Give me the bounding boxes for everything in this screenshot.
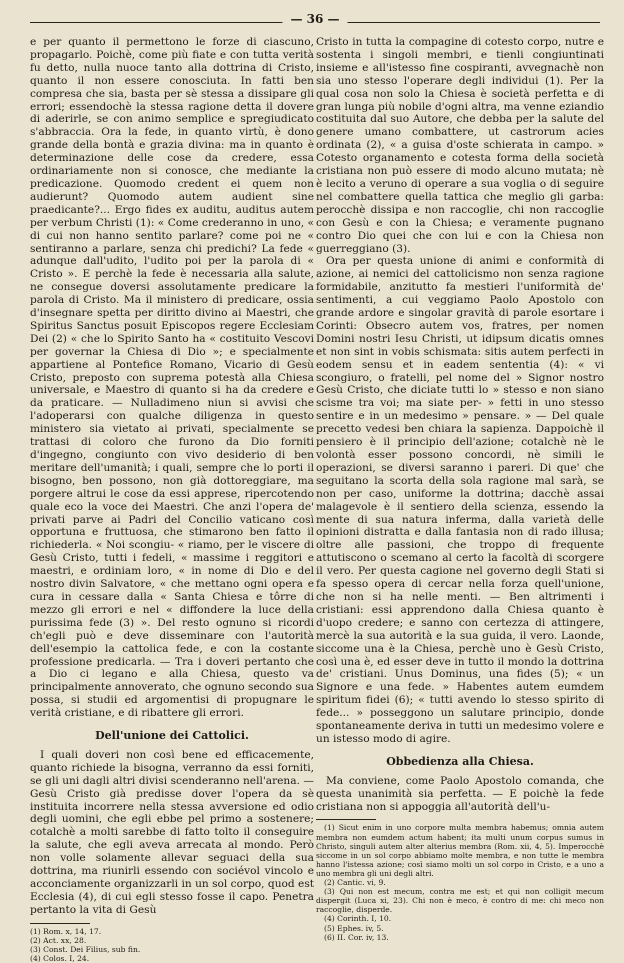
paragraph: Cristo in tutta la compagine di cotesto corpo, nutre e sostenta i singoli membri, e tienli congiuntinati insieme e all'istesso fine cospiranti, avvegnachè non sia uno stesso l'operare degli individui (1). Per la qual cosa non solo la Chiesa è società perfetta e di gran lunga più nobile d'ogni altra, ma venne eziandio costituita dal suo Autore, che debba per la salute del genere umano combattere, ut castrorum acies ordinata (2), « a guisa d'oste schierata in campo. » Cotesto organamento e cotesta forma della società cristiana non può essere di modo alcuno mutata; nè è lecito a veruno di operare a sua voglia o di seguire nel combattere quella tattica che meglio gli garba: perocchè dissipa e non raccoglie, chi non raccoglie con Gesù e con la Chiesa; e veramente pugnano contro Dio quei che con lui e con la Chiesa non guerreggiano (3).	[316, 36, 604, 255]
footnote: (1) Sicut enim in uno corpore multa membra habemus; omnia autem membra non eumdem actum habent; ita multi unum corpus sumus in Christo, singuli autem alter alterius membra (Rom. xii, 4, 5). Imperocchè siccome in un sol corpo abbiamo molte membra, e non tutte le membra hanno l'istessa azione; così siamo molti un sol corpo in Cristo, e a uno a uno membra gli uni degli altri.	[316, 823, 604, 878]
footnote: (2) Act. xx, 28.	[30, 935, 87, 945]
page-header	[30, 10, 600, 32]
paragraph: I quali doveri non così bene ed efficacemente, quanto richiede la bisogna, verranno da essi forniti, se gli uni dagli altri divisi scenderanno nell'arena. — Gesù Cristo già predisse dover l'opera da sè instituita incorrere nella stessa avversione ed odio degli uomini, che egli ebbe pel primo a sostenere; cotalchè a molti sarebbe di fatto tolto il conseguire la salute, che egli aveva arrecata al mondo. Però non volle solamente allevar seguaci della sua dottrina, ma riunirli essendo con sociévol vincolo e acconciamente organizzarli in un sol corpo, quod est Ecclesia (4), di cui egli stesso fosse il capo. Penetra pertanto la vita di Gesù	[30, 748, 315, 916]
footnotes	[316, 823, 604, 941]
footnote-rule	[30, 923, 90, 924]
footnote: (6) II. Cor. iv, 13.	[324, 932, 389, 942]
paragraph: Ora per questa unione di animi e conformità di azione, ai nemici del cattolicismo non senza ragione formidabile, anzitutto fa mestieri l'uniformità de' sentimenti, a cui veggiamo Paolo Apostolo con grande ardore e singolar gravità di parole esortare i Corinti: Obsecro autem vos, fratres, per nomen Domini nostri Iesu Christi, ut idipsum dicatis omnes et non sint in vobis schismata: sitis autem perfecti in eodem sensu et in eadem sententia (4): « vi scongiuro, o fratelli, pel nome del » Signor nostro Gesù Cristo, che diciate tutti lo » stesso e non siano scisme tra voi; ma siate per- » fetti in uno stesso sentire e in un medesimo » pensare. » — Del quale precetto vedesi ben chiara la sapienza. Dappoichè il pensiero è il principio dell'azione; cotalchè nè le volontà esser possono concordi, nè simili le operazioni, se diversi saranno i pareri. Di que' che seguitano la scorta della sola ragione mal sarà, se non per caso, uniforme la dottrina; dacchè assai malagevole è il sentiero della scienza, essendo la mente di sua natura inferma, dalla varietà delle opinioni distratta e dalla fantasia non di rado illusa; oltre alle passioni, che troppo di frequente attutiscono o scemano al certo la facoltà di scorgere il vero. Per questa cagione nel governo degli Stati si fa spesso opera di cercar nella forza quell'unione, che non si ha nelle menti. — Ben altrimenti i cristiani: essi apprendono dalla Chiesa quanto è d'uopo credere; e sanno con certezza di attingere, mercè la sua autorità e la sua guida, il vero. Laonde, siccome una è la Chiesa, perchè uno è Gesù Cristo, così una è, ed esser deve in tutto il mondo la dottrina de' cristiani. Unus Dominus, una fides (5); « un Signore e una fede. » Habentes autem eumdem spiritum fidei (6); « tutti avendo lo stesso spirito di fede... » posseggono un salutare principio, donde spontaneamente deriva in tutti un medesimo volere e un istesso modo di agire.	[316, 255, 604, 745]
footnote-rule	[316, 819, 376, 820]
left-column	[30, 36, 315, 963]
right-column	[316, 36, 604, 942]
section-heading: Dell'unione dei Cattolici.	[95, 729, 249, 743]
footnote: (1) Rom. x, 14, 17.	[30, 926, 102, 936]
footnote: (4) Corinth. I, 10.	[324, 914, 392, 924]
footnote: (4) Colos. I, 24.	[30, 954, 90, 963]
section-heading: Obbedienza alla Chiesa.	[386, 754, 534, 768]
footnote: (3) Qui non est mecum, contra me est; et qui non colligit mecum dispergit (Luca xi, 23). Chi non è meco, è contro di me: chi meco non raccoglie, disperde.	[316, 887, 604, 915]
footnote: (3) Const. Dei Filius, sub fin.	[30, 944, 141, 954]
footnotes	[30, 927, 314, 963]
footnote: (5) Ephes. iv, 5.	[324, 923, 384, 933]
paragraph: Ma conviene, come Paolo Apostolo comanda, che questa unanimità sia perfetta. — E poichè la fede cristiana non si appoggia all'autorità dell'u-	[316, 774, 604, 813]
page-number: — 36 —	[282, 12, 347, 26]
footnote: (2) Cantic. vi, 9.	[324, 878, 386, 888]
paragraph: e per quanto il permettono le forze di ciascuno, propagarlo. Poichè, come più fiate e con tutta verità fu detto, nulla nuoce tanto alla dottrina di Cristo, quanto il non essere conosciuta. In fatti ben compresa che sia, basta per sè stessa a dissipare gli errori; essendochè la stessa ragione detta il dovere di aderirle, se con animo semplice e spregiudicato s'abbraccia. Ora la fede, in quanto virtù, è dono grande della bontà e grazia divina: ma in quanto è determinazione delle cose da credere, essa ordinariamente non si conosce, che mediante la predicazione. Quomodo credent ei quem non audierunt? Quomodo autem audient sine praedicante?... Ergo fides ex auditu, auditus autem per verbum Christi (1): « Come crederanno in uno, « di cui non hanno sentito parlare? come poi ne « sentiranno a parlare, senza chi predichi? La fede « adunque dall'udito, l'udito poi per la parola di « Cristo ». E perchè la fede è necessaria alla salute, ne consegue doversi assolutamente predicare la parola di Cristo. Ma il ministero di predicare, ossia d'insegnare spetta per diritto divino ai Maestri, che Spiritus Sanctus posuit Episcopos regere Ecclesiam Dei (2) « che lo Spirito Santo ha « costituito Vescovi per governar la Chiesa di Dio »; e specialmente appartiene al Pontefice Romano, Vicario di Gesù Cristo, preposto con suprema potestà alla Chiesa universale, e Maestro di quanto si ha da credere e da praticare. — Nulladimeno niun si avvisi che l'adoperarsi con qualche diligenza in questo ministero sia vietato ai privati, specialmente se trattasi di coloro che furono da Dio forniti d'ingegno, congiunto con vivo desiderio di ben meritare dell'umanità; i quali, sempre che lo porti il bisogno, ben possono, non già dottoreggiare, ma porgere altrui le cose da essi apprese, ripercotendo quale eco la voce dei Maestri. Che anzi l'opera de' privati parve ai Padri del Concilio vaticano così opportuna e fruttuosa, che stimarono ben fatto il richiederla. « Noi scongiu- « riamo, per le viscere di Gesù Cristo, tutti i fedeli, « massime i reggitori e maestri, e ordiniam loro, « in nome di Dio e del nostro divin Salvatore, « che mettano ogni opera e cura in cessare dalla « Santa Chiesa e tôrre di mezzo gli errori e nel « diffondere la luce della purissima fede (3) ». Del resto ognuno si ricordi ch'egli può e deve disseminare con l'autorità dell'esempio la cattolica fede, e con la costante professione predicarla. — Tra i doveri pertanto che a Dio ci legano e alla Chiesa, questo va principalmente annoverato, che ognuno secondo sua possa, si studii ed argomentisi di propugnare le verità cristiane, e di ribattere gli errori.	[30, 36, 314, 720]
